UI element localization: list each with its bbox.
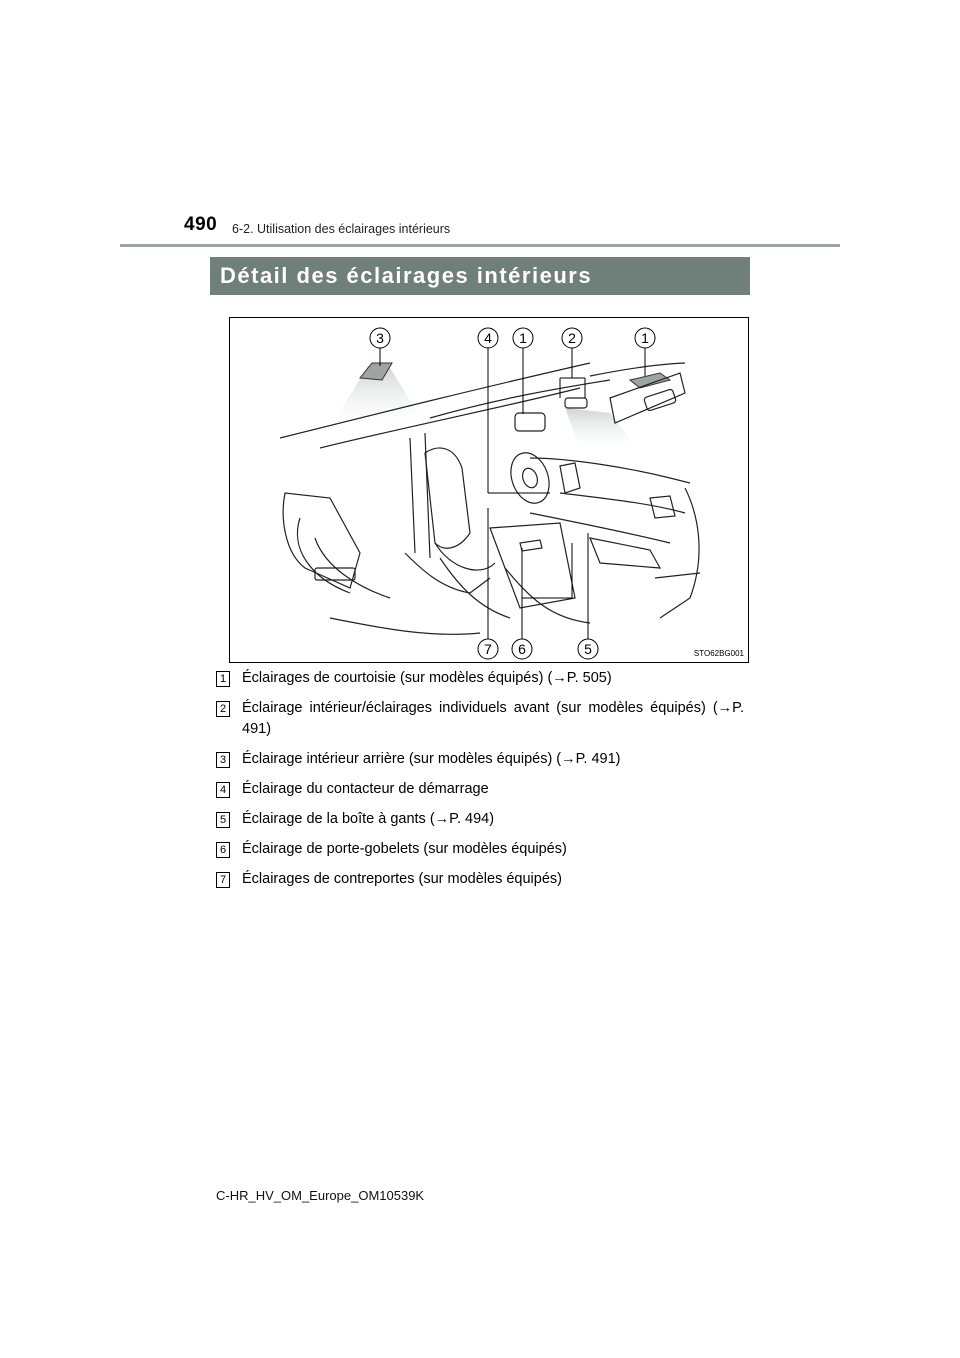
legend-text: Éclairage intérieur/éclairages individuels avant (sur modèles équipés) (→P. 491) — [242, 700, 744, 737]
callout-3: 3 — [376, 330, 384, 346]
callout-1a: 1 — [519, 330, 527, 346]
legend-number: 5 — [216, 812, 230, 828]
legend-number: 1 — [216, 671, 230, 687]
page-number: 490 — [184, 214, 218, 235]
legend-number: 2 — [216, 701, 230, 717]
callout-6: 6 — [518, 641, 526, 657]
header-rule — [120, 244, 840, 247]
legend-text: Éclairage du contacteur de démarrage — [242, 781, 489, 797]
legend-item — [216, 668, 744, 689]
legend-item — [216, 698, 744, 740]
section-title: 6-2. Utilisation des éclairages intérieurs — [232, 222, 451, 236]
figure-code: STO62BG001 — [693, 649, 744, 658]
car-interior-illustration — [230, 318, 750, 664]
legend-item — [216, 749, 744, 770]
legend-text: Éclairages de contreportes (sur modèles équipés) — [242, 871, 562, 887]
legend-text: Éclairage de porte-gobelets (sur modèles équipés) — [242, 841, 567, 857]
legend-text: Éclairages de courtoisie (sur modèles équipés) (→P. 505) — [242, 670, 612, 686]
interior-lights-figure — [229, 317, 749, 663]
legend-number: 6 — [216, 842, 230, 858]
callouts-top — [370, 328, 655, 348]
legend-text: Éclairage intérieur arrière (sur modèles équipés) (→P. 491) — [242, 751, 621, 767]
section-banner — [210, 257, 750, 295]
callout-4: 4 — [484, 330, 492, 346]
legend-item — [216, 779, 744, 800]
callout-5: 5 — [584, 641, 592, 657]
callout-2: 2 — [568, 330, 576, 346]
footer-doc-id: C-HR_HV_OM_Europe_OM10539K — [216, 1188, 425, 1203]
legend-list — [216, 668, 744, 899]
callout-7: 7 — [484, 641, 492, 657]
legend-number: 3 — [216, 752, 230, 768]
leader-lines — [380, 348, 645, 640]
courtesy-lamp — [630, 373, 670, 388]
legend-number: 4 — [216, 782, 230, 798]
banner-title: Détail des éclairages intérieurs — [220, 263, 593, 288]
legend-item — [216, 839, 744, 860]
courtesy-light-beam — [565, 408, 640, 453]
roof-outline — [280, 363, 700, 634]
legend-number: 7 — [216, 872, 230, 888]
legend-text: Éclairage de la boîte à gants (→P. 494) — [242, 811, 495, 827]
legend-item — [216, 869, 744, 890]
callout-1b: 1 — [641, 330, 649, 346]
callouts-bottom — [478, 639, 598, 659]
legend-item — [216, 809, 744, 830]
